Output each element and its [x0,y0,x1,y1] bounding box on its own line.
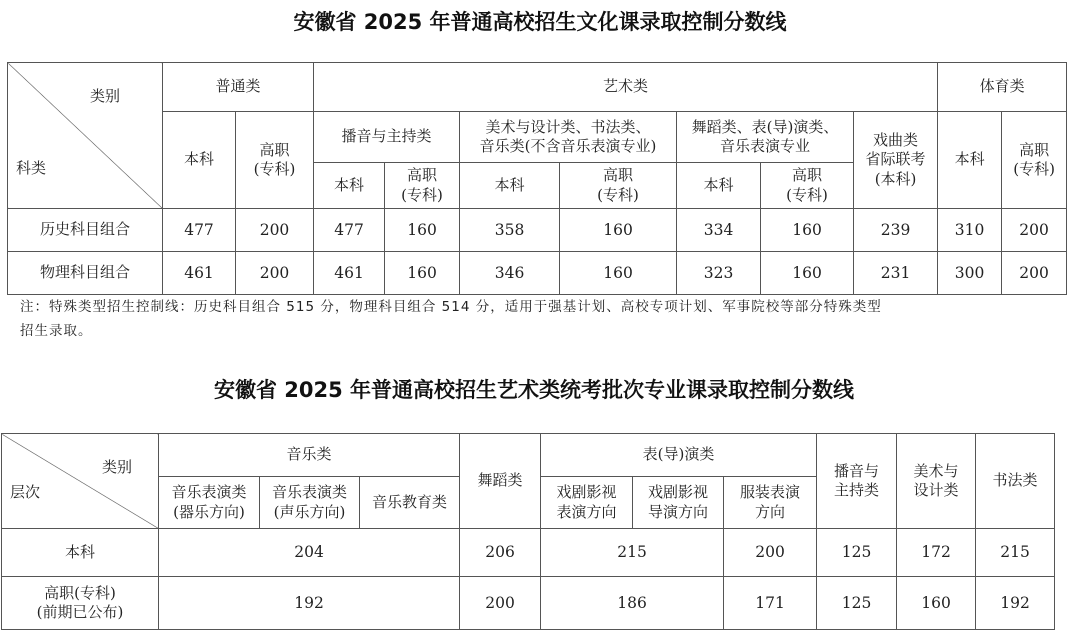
score-cell: 358 [460,209,560,252]
shufa-header: 书法类 [976,434,1055,529]
meishu-benke-header: 本科 [460,163,560,209]
table-row [8,252,1067,295]
score-cell: 160 [560,252,677,295]
score-cell: 160 [385,209,460,252]
score-cell: 160 [560,209,677,252]
table-row [8,209,1067,252]
wudao-gaozhi-header: 高职 (专科) [761,163,854,209]
score-cell: 171 [724,577,817,630]
fuzhuang-header: 服装表演 方向 [724,477,817,529]
yinyue-header: 音乐类 [159,434,460,477]
score-cell: 200 [724,529,817,577]
meishu-header: 美术与设计类、书法类、 音乐类(不含音乐表演专业) [460,112,677,163]
boyin-benke-header: 本科 [314,163,385,209]
row-label: 物理科目组合 [8,252,163,295]
score-cell: 192 [976,577,1055,630]
score-cell: 334 [677,209,761,252]
boyin-gaozhi-header: 高职 (专科) [385,163,460,209]
table2-title: 安徽省 2025 年普通高校招生艺术类统考批次专业课录取控制分数线 [213,378,855,402]
score-cell: 160 [385,252,460,295]
table-row [2,529,1055,577]
score-cell: 192 [159,577,460,630]
wudao-header: 舞蹈类、表(导)演类、 音乐表演专业 [677,112,854,163]
score-cell: 310 [938,209,1002,252]
wudao-benke-header: 本科 [677,163,761,209]
score-cell: 231 [854,252,938,295]
score-cell: 461 [314,252,385,295]
yishu-header: 艺术类 [314,63,938,112]
yinyue-jiaoyu-header: 音乐教育类 [360,477,460,529]
table2-corner-cell [2,434,159,529]
score-cell: 300 [938,252,1002,295]
score-cell: 477 [314,209,385,252]
score-cell: 172 [897,529,976,577]
score-cell: 239 [854,209,938,252]
subject-type-header: 科类 [16,158,47,177]
score-cell: 204 [159,529,460,577]
score-cell: 461 [163,252,236,295]
xiju-daoyan-header: 戏剧影视 导演方向 [633,477,724,529]
score-cell: 346 [460,252,560,295]
score-cell: 186 [541,577,724,630]
row-label: 本科 [2,529,159,577]
score-cell: 215 [976,529,1055,577]
art-exam-score-table [1,433,1055,630]
shengyue-header: 音乐表演类 (声乐方向) [260,477,360,529]
tiyu-gaozhi-header: 高职 (专科) [1002,112,1067,209]
score-cell: 206 [460,529,541,577]
meishu-gaozhi-header: 高职 (专科) [560,163,677,209]
table1-note: 注：特殊类型招生控制线：历史科目组合 515 分，物理科目组合 514 分，适用于强基计划、高校专项计划、军事院校等部分特殊类型 招生录取。 [20,299,882,339]
row-label: 高职(专科) (前期已公布) [2,577,159,630]
putong-header: 普通类 [163,63,314,112]
putong-gaozhi-header: 高职 (专科) [236,112,314,209]
score-cell: 200 [1002,252,1067,295]
score-cell: 125 [817,577,897,630]
biaoyan-header: 表(导)演类 [541,434,817,477]
xiqu-header: 戏曲类 省际联考 (本科) [854,112,938,209]
score-cell: 160 [897,577,976,630]
boyin-header: 播音与 主持类 [817,434,897,529]
score-cell: 160 [761,252,854,295]
wudao-header: 舞蹈类 [460,434,541,529]
category-header: 类别 [101,458,132,476]
score-cell: 160 [761,209,854,252]
score-cell: 477 [163,209,236,252]
tiyu-header: 体育类 [938,63,1067,112]
table1-corner-cell [8,63,163,209]
score-cell: 200 [1002,209,1067,252]
row-label: 历史科目组合 [8,209,163,252]
category-header: 类别 [89,87,120,105]
meishu-header: 美术与 设计类 [897,434,976,529]
score-cell: 125 [817,529,897,577]
xiju-biaoyan-header: 戏剧影视 表演方向 [541,477,633,529]
score-cell: 200 [236,252,314,295]
score-cell: 200 [460,577,541,630]
level-header: 层次 [10,482,41,501]
score-cell: 200 [236,209,314,252]
culture-score-table [7,62,1067,295]
score-cell: 323 [677,252,761,295]
table1-title: 安徽省 2025 年普通高校招生文化课录取控制分数线 [293,10,787,34]
score-cell: 215 [541,529,724,577]
tiyu-benke-header: 本科 [938,112,1002,209]
qiyue-header: 音乐表演类 (器乐方向) [159,477,260,529]
table-row [2,577,1055,630]
putong-benke-header: 本科 [163,112,236,209]
boyin-header: 播音与主持类 [314,112,460,163]
